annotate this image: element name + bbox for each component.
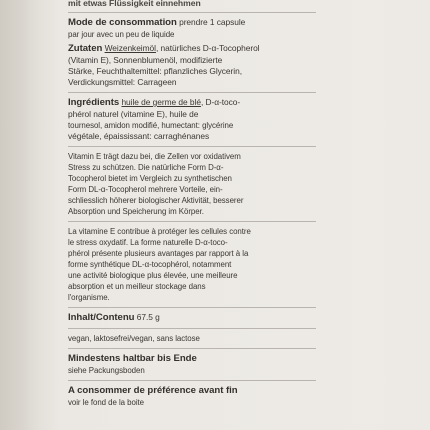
divider [68,328,316,329]
best-before-de-text: siehe Packungsboden [68,366,145,375]
usage-fr-text-line2: par jour avec un peu de liquide [68,30,175,39]
usage-fr-section [68,17,368,40]
paper-shading [360,0,430,430]
divider [68,380,316,381]
net-content-heading: Inhalt/Contenu [68,312,135,323]
ingredients-de-section: Zutaten Weizenkeimöl, natürliches D-α-Tocopherol (Vitamin E), Sonnenblumenöl, modifizierte Stärke, Feuchthaltemittel: pflanzliches Glycerin, Verdickungsmittel: Carrageen [68,43,260,87]
best-before-de-heading: Mindestens haltbar bis Ende [68,353,197,364]
ingredients-de-allergen: Weizenkeimöl [104,43,156,53]
product-label-text [68,0,368,408]
ingredients-de-heading: Zutaten [68,43,103,54]
best-before-fr-heading: A consommer de préférence avant fin [68,385,238,396]
ingredients-fr-heading: Ingrédients [68,97,120,108]
ingredients-fr-allergen: huile de germe de blé [121,97,201,107]
intake-instruction-de: mit etwas Flüssigkeit einnehmen [68,0,201,8]
divider [68,92,316,93]
usage-fr-text: prendre 1 capsule [176,17,246,27]
net-content [68,312,368,324]
description-fr: La vitamine E contribue à protéger les cellules contre le stress oxydatif. La forme naturelle D-α-toco- phérol présente plusieurs avantages par rapport à la forme synthétique DL-α-tocophérol, notamment une activité biologique plus élevée, une meilleure absorption et un meilleur stockage dans l'organisme. [68,227,251,302]
best-before-fr [68,385,368,408]
description-de: Vitamin E trägt dazu bei, die Zellen vor oxidativem Stress zu schützen. Die natürliche Form D-α- Tocopherol bietet im Vergleich zu synthetischen Form DL-α-Tocopherol mehrere Vorteile, ein- schliesslich höherer biologischer Aktivität, besserer Absorption und Speicherung im Körper. [68,152,244,216]
divider [68,221,316,222]
divider [68,12,316,13]
usage-fr-heading: Mode de consommation [68,17,177,28]
divider [68,348,316,349]
divider [68,146,316,147]
vegan-info: vegan, laktosefrei/vegan, sans lactose [68,334,200,343]
ingredients-fr-section: Ingrédients huile de germe de blé, D-α-toco- phérol naturel (vitamine E), huile de tournesol, amidon modifié, humectant: glycérine végétale, épaississant: carraghénanes [68,97,241,141]
net-content-value: 67.5 g [134,312,160,322]
best-before-fr-text: voir le fond de la boite [68,398,145,407]
divider [68,307,316,308]
best-before-de [68,353,368,376]
